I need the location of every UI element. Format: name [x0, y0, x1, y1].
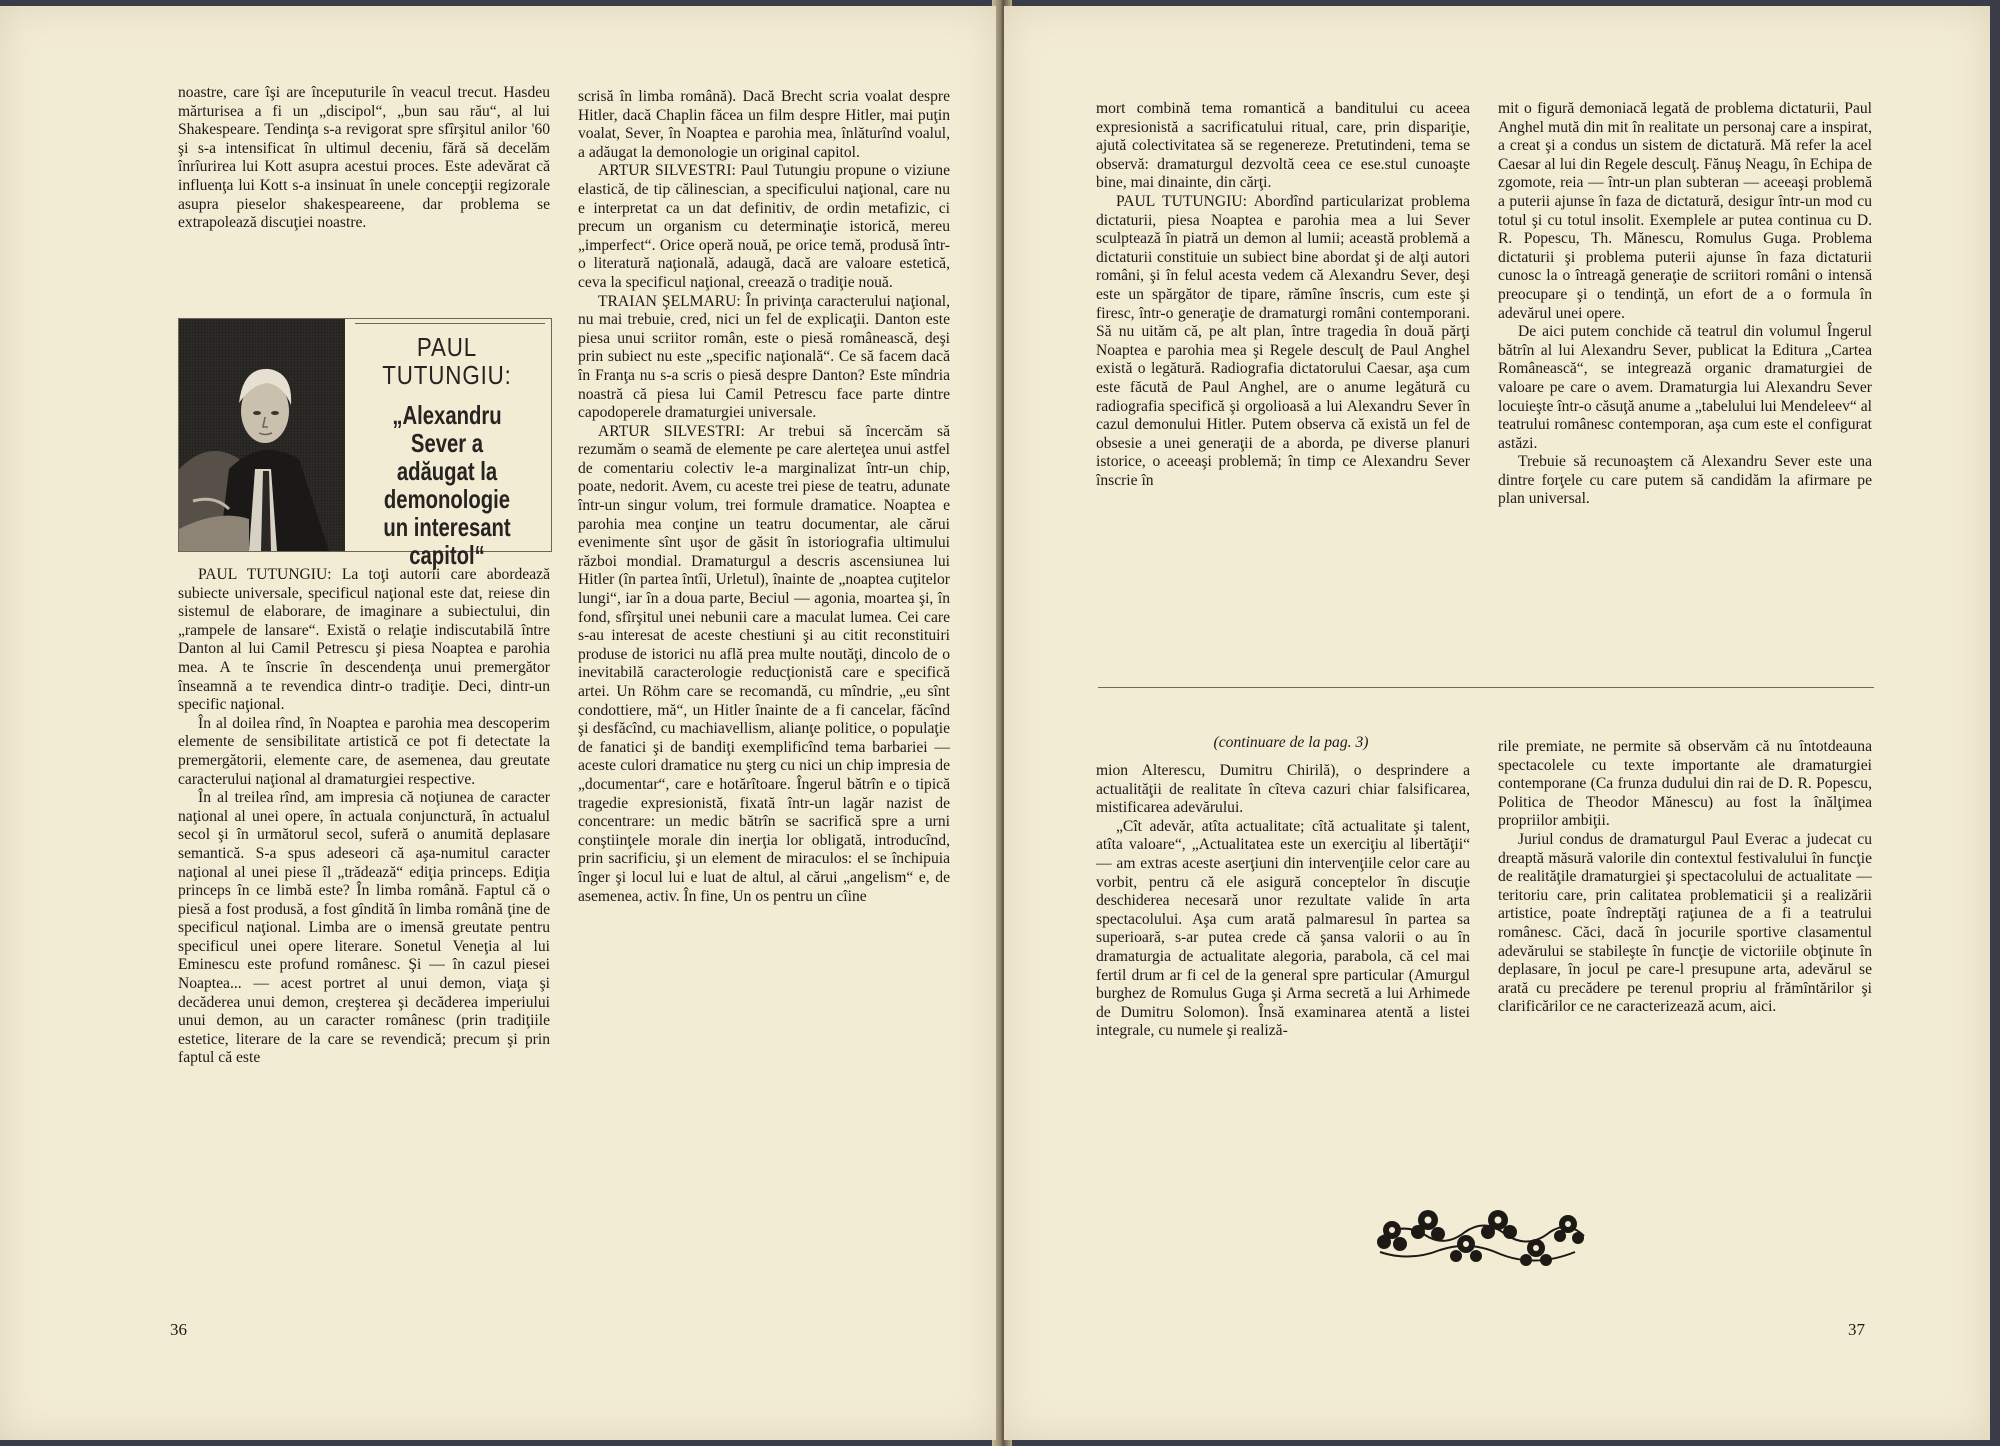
headline-quote: „Alexandru Sever a adăugat la demonologie un interesant capitol“ — [383, 400, 511, 570]
headline-speaker-first: PAUL — [416, 332, 478, 362]
intro-paragraph: noastre, care îşi are începuturile în veacul trecut. Hasdeu mărturisea a fi un „discipol“, „bun sau rău“, al lui Shakespeare. Tendinţa s-a revigorat spre sfîrşitul anilor '60 şi s-a intensificat în ultimul deceniu, fără să decelăm înrîurirea lui Kott asupra acestui proces. Este adevărat că influenţa lui Kott s-a insinuat în unele concepţii regizorale asupra pieselor shakespeareene, dar problema se extrapolează discuţiei noastre. — [178, 84, 550, 232]
paragraph-tutungiu-1: PAUL TUTUNGIU: La toţi autorii care abordează subiecte universale, specificul naţional este dat, reiese din sistemul de elaborare, de imaginare a subiectului, din „rampele de lansare“. Există o relaţie indiscutabilă între Danton al lui Camil Petrescu şi piesa Noaptea e parohia mea. A te înscrie în descendenţa unui premergător înseamnă a te revendica dintr-o tradiţie. Deci, dintr-un specific naţional. — [178, 566, 550, 714]
page-number-left: 36 — [170, 1320, 187, 1339]
headline-speaker — [364, 333, 529, 389]
paragraph-silvestri-1: ARTUR SILVESTRI: Paul Tutungiu propune o viziune elastică, de tip călinescian, a specificului naţional, care nu e interpretat ca un dat definitiv, de ordin metafizic, ci precum un organism cu determinaţie istorică, mereu „imperfect“. Orice operă nouă, pe orice temă, produsă într-o literatură naţională, adaugă, dacă are valoare estetică, ceva la specificul naţional, creează o tradiţie nouă. — [578, 162, 950, 291]
paragraph-tutungiu-2: În al doilea rînd, în Noaptea e parohia mea descoperim elemente de sensibilitate artistică ce pot fi detectate la premergătorii, elemente care, de asemenea, dau greutate caracterului naţional al dramaturgiei respective. — [178, 714, 550, 788]
paragraph-col6-2: Juriul condus de dramaturgul Paul Everac a judecat cu dreaptă măsură valorile din contextul festivalului în funcţie de realităţile dramaturgiei şi spectacolului de actualitate — teritoriu care, prin calitatea problematicii şi a realizării artistice, poate îndreptăţi raţiunea de a fi a teatrului românesc. Căci, dacă în jocurile sportive clasamentul adevărului se stabileşte în funcţie de victoriile obţinute în deplasare, în jocul pe care-l presupune arta, adevărul se arată cu precădere pe terenul propriu al frămîntărilor şi clarificărilor ce ne caracterizează acum, aici. — [1498, 830, 1872, 1016]
floral-ornament — [1370, 1190, 1590, 1280]
headline-speaker-last: TUTUNGIU: — [382, 360, 512, 390]
interview-headline — [351, 332, 543, 570]
continued-from-note: (continuare de la pag. 3) — [1213, 734, 1369, 751]
paragraph-silvestri-2: ARTUR SILVESTRI: Ar trebui să încercăm să rezumăm o seamă de elemente pe care alerteţea unui astfel de comentariu colectiv le-a marginalizat într-un chip, poate, nedorit. Avem, cu aceste trei piese de teatru, adunate într-un singur volum, trei formule dramatice. Noaptea e parohia mea conţine un teatru documentar, ale cărui evenimente sînt uşor de găsit în istoriografia ultimului război mondial. Dramaturgul a descris ascensiunea lui Hitler (în partea întîi, Urletul), înainte de „noaptea cuţitelor lungi“, iar în a doua parte, Beciul — agonia, moartea şi, în fond, sfîrşitul unei nebunii care a maculat lumea. Cei care s-au interesat de aceste chestiuni şi au citit reconstituiri produse de istorici nu află prea multe noutăţi, dincolo de o inevitabilă caracterologie reducţionistă care e specifică artei. Un Röhm care se recomandă, cu mîndrie, „eu sînt condottiere, mă“, un Hitler înainte de a fi cancelar, făcînd şi desfăcînd, cu machiavellism, alianţe politice, o populaţie de fanatici şi de bandiţi exemplificînd tema barbariei — aceste culori dramatice nu şterg cu nici un chip impresia de „documentar“, care e hotărîtoare. Îngerul bătrîn e o tipică tragedie expresionistă, fixată într-un lagăr nazist de concentrare: un medic bătrîn se sacrifică spre a urni conştiinţele morale din inerţia lor obligată, introducînd, prin sacrificiu, şi un element de miraculos: el se închipuia înger şi locul lui e luat de altul, al cărui „angelism“ e, de asemenea, activ. În fine, Un os pentru un cîine — [578, 422, 950, 905]
portrait-photo-image — [179, 319, 345, 551]
portrait-photo — [179, 319, 345, 551]
paragraph-col6-1: rile premiate, ne permite să observăm că nu întotdeauna spectacolele cu texte importante ale dramaturgiei contemporane (Ca frunza dudului din rai de D. R. Popescu, Politica de Theodor Mănescu) au fost la înălţimea propriilor ambiţii. — [1498, 738, 1872, 830]
column-3 — [1096, 100, 1470, 640]
paragraph-col2-1: scrisă în limba română). Dacă Brecht scria voalat despre Hitler, dacă Chaplin făcea un film despre Hitler, mai puţin voalat, Sever, în Noaptea e parohia mea, înlăturînd voalul, a adăugat la demonologie un original capitol. — [578, 88, 950, 161]
left-page — [0, 6, 996, 1440]
paragraph-col3-1: mort combină tema romantică a banditului cu aceea expresionistă a sacrificatului ritual, care, prin dispariţie, ajută colectivitatea să se regenereze. Pretutindeni, tema se observă: dramaturgul dezvoltă ceea ce ese.stul cunoaşte bine, mai dinainte, din cărţi. — [1096, 100, 1470, 192]
interview-box — [178, 318, 552, 570]
paragraph-col4-2: De aici putem conchide că teatrul din volumul Îngerul bătrîn al lui Alexandru Sever, publicat la Editura „Cartea Românească“, se integrează organic dramaturgiei de valoare pe care o avem. Dramaturgia lui Alexandru Sever locuieşte într-o căsuţă anume a „tabelului lui Mendeleev“ al teatrului românesc contemporan, aşa cum este el configurat astăzi. — [1498, 323, 1872, 452]
page-number-right: 37 — [1848, 1320, 1865, 1339]
paragraph-col5-1: mion Alterescu, Dumitru Chirilă), o desprindere a actualităţii de realitate în cîteva cazuri chiar falsificarea, mistificarea adevărului. — [1096, 762, 1470, 817]
section-divider — [1098, 687, 1874, 688]
paragraph-selmaru: TRAIAN ŞELMARU: În privinţa caracterului naţional, nu mai trebuie, cred, nici un fel de explicaţii. Danton este piesa unui scriitor român, este o piesă românească, deşi prin subiect nu este „specific naţională“. Ce să facem dacă în Franţa nu s-a scris o piesă despre Danton? Este mîndria noastră că piesa lui Camil Petrescu face parte dintre capodoperele dramaturgiei universale. — [578, 292, 950, 422]
paragraph-tutungiu-4: PAUL TUTUNGIU: Abordînd particularizat problema dictaturii, piesa Noaptea e parohia mea a lui Sever sculptează în piatră un demon al lumii; această problemă a dictaturii constituie un subiect bine abordat şi de alţi autori români, şi în felul acesta vedem că Alexandru Sever, deşi este un spărgător de tipare, rămîne înscris, cum este şi firesc, într-o generaţie de dramaturgi români contemporani. Să nu uităm că, pe alt plan, între tragedia în două părţi Noaptea e parohia mea şi Regele desculţ de Paul Anghel există o legătură. Radiografia dictatorului Caesar, aşa cum este făcută de Paul Anghel, are o anume legătură cu radiografia specifică şi orgolioasă a lui Alexandru Sever în cazul demonului Hitler. Putem observa că există un fel de obsesie a unei generaţii de a aborda, pe diverse planuri istorice, o aceeaşi problemă; în timp ce Alexandru Sever înscrie în — [1096, 192, 1470, 489]
column-6 — [1498, 738, 1872, 1118]
paragraph-col4-3: Trebuie să recunoaştem că Alexandru Sever este una dintre forţele cu care putem să candidăm la afirmare pe plan universal. — [1498, 453, 1872, 508]
headline-rule — [355, 323, 545, 324]
column-2 — [578, 88, 950, 1298]
column-5 — [1096, 762, 1470, 1132]
column-4 — [1498, 100, 1872, 640]
paragraph-tutungiu-3: În al treilea rînd, am impresia că noţiunea de caracter naţional al unei opere, în actuala conjunctură, în actualul secol şi în următorul secol, suferă o anumită deplasare semantică. S-a spus adeseori că aşa-numitul caracter naţional al unei piese îl „trădează“ ediţia princeps. Ediţia princeps în ce limbă este? În limba română. Faptul că o piesă a fost produsă, a fost gîndită în limba română ţine de specificul naţional. Limba are o imensă greutate pentru specificul unei opere literare. Sonetul Veneţia al lui Eminescu este profund românesc. Şi — în cazul piesei Noaptea... — acest portret al unui demon, viaţa şi decăderea unui demon, creşterea şi decăderea imperiului unui demon, au un caracter românesc (prin tradiţiile estetice, literare de la care se revendică; precum şi prin faptul că este — [178, 789, 550, 1067]
column-1-intro — [178, 84, 550, 294]
paragraph-col4-1: mit o figură demoniacă legată de problema dictaturii, Paul Anghel mută din mit în realitate un personaj care a inspirat, a creat şi a condus un sistem de dictatură. Mă refer la acel Caesar al lui din Regele desculţ. Fănuş Neagu, în Echipa de zgomote, reia — într-un plan subteran — aceeaşi problemă a puterii ajunse în faza de dictatură, desigur într-un mod cu totul şi cu totul insolit. Exemplele ar putea continua cu D. R. Popescu, Th. Mănescu, Romulus Guga. Problema dictaturii şi problema puterii ajunse în faza dictaturii cunosc la o întreagă generaţie de scriitori români o intensă preocupare şi o tendinţă, un efort de a o formula în adevărul unei opere. — [1498, 100, 1872, 322]
column-1-main — [178, 566, 550, 1296]
paragraph-col5-2: „Cît adevăr, atîta actualitate; cîtă actualitate şi talent, atîta valoare“, „Actualitatea este un exerciţiu al libertăţii“ — am extras aceste aserţiuni din intervenţiile celor care au vorbit, pentru că ele asigură conceptelor în discuţie deschiderea necesară unor rezultate valide în arta spectacolului. Aşa cum arată palmaresul în partea sa superioară, s-ar putea crede că şansa valorii o au în dramaturgia de actualitate alegoria, parabola, că cel mai fertil drum ar fi cel de la general spre particular (Amurgul burghez de Romulus Guga şi Arma secretă a lui Arhimede de Dumitru Solomon). Însă examinarea atentă a listei integrale, cu numele şi realiză- — [1096, 817, 1470, 1040]
